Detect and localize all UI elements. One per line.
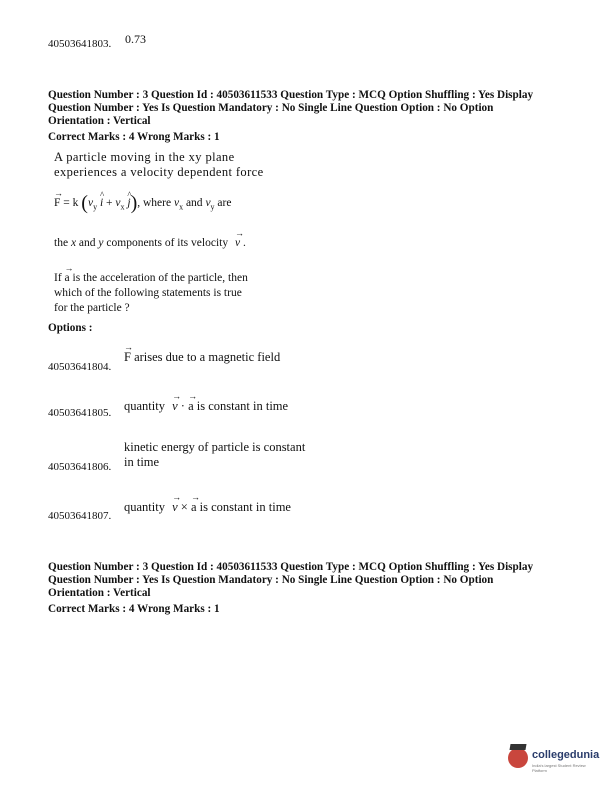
question-meta (48, 89, 588, 128)
option-id: 40503641805. (48, 407, 112, 419)
option-text: quantity → v · → a is constant in time (124, 391, 289, 413)
option-text: → F arises due to a magnetic field (124, 342, 281, 364)
question-meta-line: Question Number : Yes Is Question Mandatory : No Single Line Question Option : No Option (48, 102, 494, 114)
question-meta-line: Orientation : Vertical (48, 587, 151, 599)
question-text-line: experiences a velocity dependent force (54, 165, 264, 179)
question-text-line: the x and y components of its velocity → v . (54, 228, 246, 249)
question-text-line: A particle moving in the xy plane (54, 150, 235, 164)
question-text-line: which of the following statements is true (54, 287, 242, 299)
options-label: Options : (48, 322, 93, 334)
option-text: quantity → v × → a is constant in time (124, 492, 291, 514)
question-marks: Correct Marks : 4 Wrong Marks : 1 (48, 131, 220, 143)
question-text-line: for the particle ? (54, 302, 130, 314)
option-id: 40503641807. (48, 510, 112, 522)
question-text-line: If → a is the acceleration of the particle, then (54, 263, 248, 284)
previous-option-id: 40503641803. (48, 38, 112, 50)
collegedunia-logo (508, 746, 598, 774)
next-question-marks: Correct Marks : 4 Wrong Marks : 1 (48, 603, 220, 615)
question-meta-line: Orientation : Vertical (48, 115, 151, 127)
option-text: kinetic energy of particle is constant (124, 440, 306, 454)
force-vector: → F (54, 188, 63, 209)
question-meta-line: Question Number : 3 Question Id : 40503611533 Question Type : MCQ Option Shuffling : Yes Display (48, 561, 534, 573)
question-meta-line: Question Number : 3 Question Id : 40503611533 Question Type : MCQ Option Shuffling : Yes Display (48, 89, 534, 101)
graduation-cap-icon (509, 744, 526, 750)
acceleration-vector: → a (64, 263, 74, 284)
question-meta-line: Question Number : Yes Is Question Mandatory : No Single Line Question Option : No Option (48, 574, 494, 586)
logo-text: collegedunia (532, 749, 600, 761)
previous-option-value: 0.73 (125, 32, 146, 46)
option-id: 40503641806. (48, 461, 112, 473)
option-text: in time (124, 455, 160, 469)
logo-mascot-icon (508, 748, 528, 768)
force-equation: → F = k ($v_y$ ^ $i + v_x$ ^ j), where $v_x$ and $v_y$ are (54, 188, 232, 214)
logo-tagline: India's largest Student Review Platform (532, 763, 586, 773)
option-id: 40503641804. (48, 361, 112, 373)
next-question-meta (48, 561, 588, 600)
